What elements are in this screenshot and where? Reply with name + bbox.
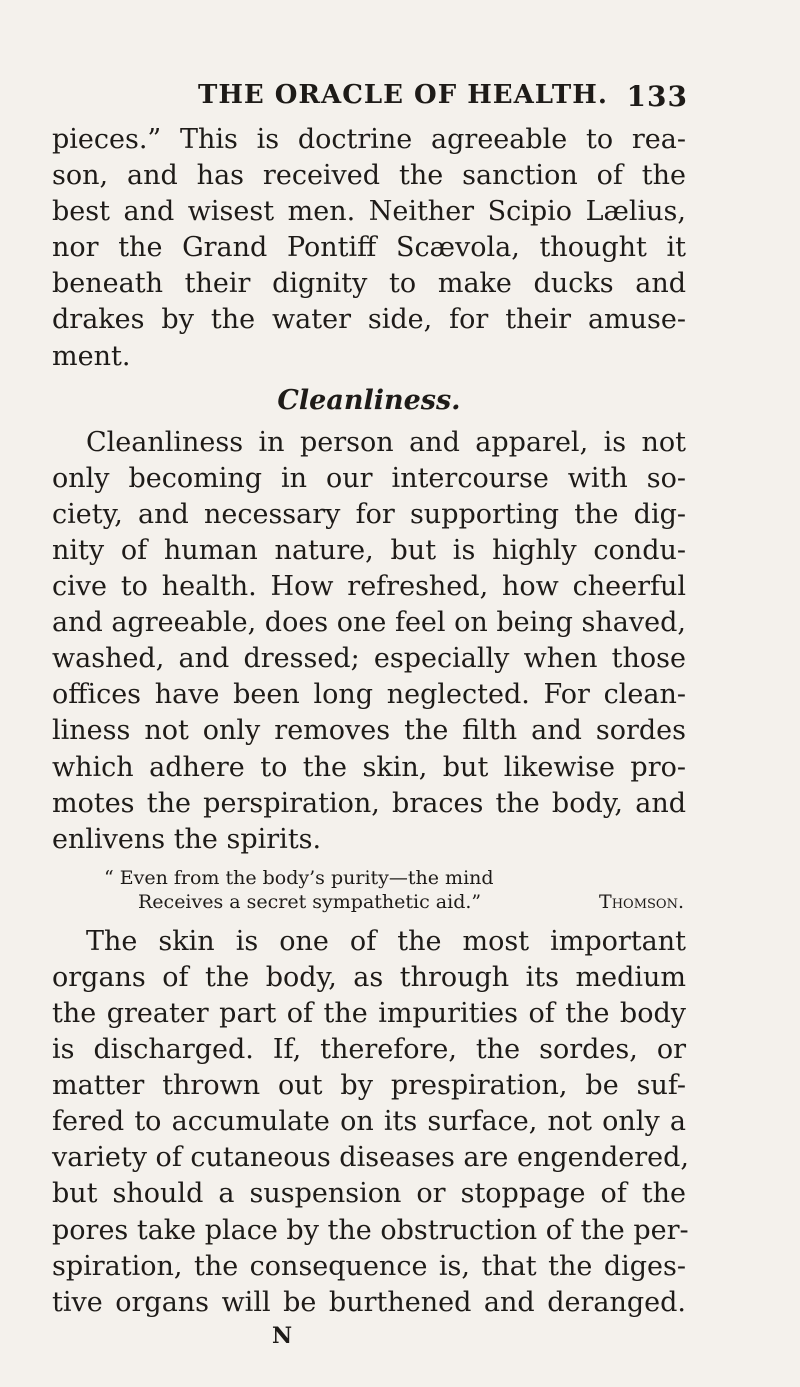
running-header (198, 80, 688, 113)
quote-line (52, 890, 686, 914)
paragraph-1 (52, 122, 686, 375)
text-line: fered to accumulate on its surface, not only a (52, 1106, 686, 1138)
text-line: ciety, and necessary for supporting the dig- (52, 498, 686, 530)
text-line: pores take place by the obstruction of the per- (52, 1214, 689, 1246)
text-line: tive organs will be burthened and deranged. (52, 1286, 686, 1318)
quote-line: “ Even from the body’s purity—the mind (104, 866, 494, 889)
paragraph-2 (52, 425, 686, 858)
text-line: the greater part of the impurities of the body (52, 997, 686, 1029)
text-line: son, and has received the sanction of the (52, 160, 686, 192)
text-line: washed, and dressed; especially when those (52, 643, 686, 675)
quote-attribution: Thomson. (599, 890, 684, 913)
text-line: motes the perspiration, braces the body, and (52, 787, 686, 819)
running-title: THE ORACLE OF HEALTH. (198, 80, 608, 110)
section-heading: Cleanliness. (277, 384, 461, 416)
quote-line-text: Receives a secret sympathetic aid.” (138, 890, 482, 913)
text-line: but should a suspension or stoppage of the (52, 1178, 686, 1210)
page-number: 133 (626, 80, 688, 113)
text-line: liness not only removes the filth and sordes (52, 715, 686, 747)
text-line: best and wisest men. Neither Scipio Lælius, (52, 196, 686, 228)
verse-quote (52, 866, 686, 914)
text-line: organs of the body, as through its medium (52, 961, 686, 993)
text-line: which adhere to the skin, but likewise pro- (52, 751, 686, 783)
text-line: Cleanliness in person and apparel, is not (86, 426, 686, 458)
text-line: only becoming in our intercourse with so- (52, 462, 686, 494)
text-line: nity of human nature, but is highly condu- (52, 534, 686, 566)
page-body (52, 122, 690, 1351)
text-line: is discharged. If, therefore, the sordes, or (52, 1034, 686, 1066)
text-line: cive to health. How refreshed, how cheerful (52, 571, 686, 603)
text-line: offices have been long neglected. For clean- (52, 679, 686, 711)
text-line: beneath their dignity to make ducks and (52, 268, 686, 300)
text-line: drakes by the water side, for their amuse- (52, 304, 686, 336)
text-line: enlivens the spirits. (52, 823, 322, 855)
text-line: ment. (52, 340, 131, 372)
text-line: variety of cutaneous diseases are engendered, (52, 1142, 690, 1174)
signature-mark: N (272, 1322, 293, 1349)
paragraph-3 (52, 924, 690, 1321)
text-line: matter thrown out by prespiration, be suf- (52, 1070, 686, 1102)
text-line: nor the Grand Pontiff Scævola, thought it (52, 232, 686, 264)
text-line: pieces.” This is doctrine agreeable to rea- (52, 124, 686, 155)
text-line: spiration, the consequence is, that the diges- (52, 1250, 686, 1282)
text-line: and agreeable, does one feel on being shaved, (52, 607, 686, 639)
text-line: The skin is one of the most important (86, 925, 686, 957)
